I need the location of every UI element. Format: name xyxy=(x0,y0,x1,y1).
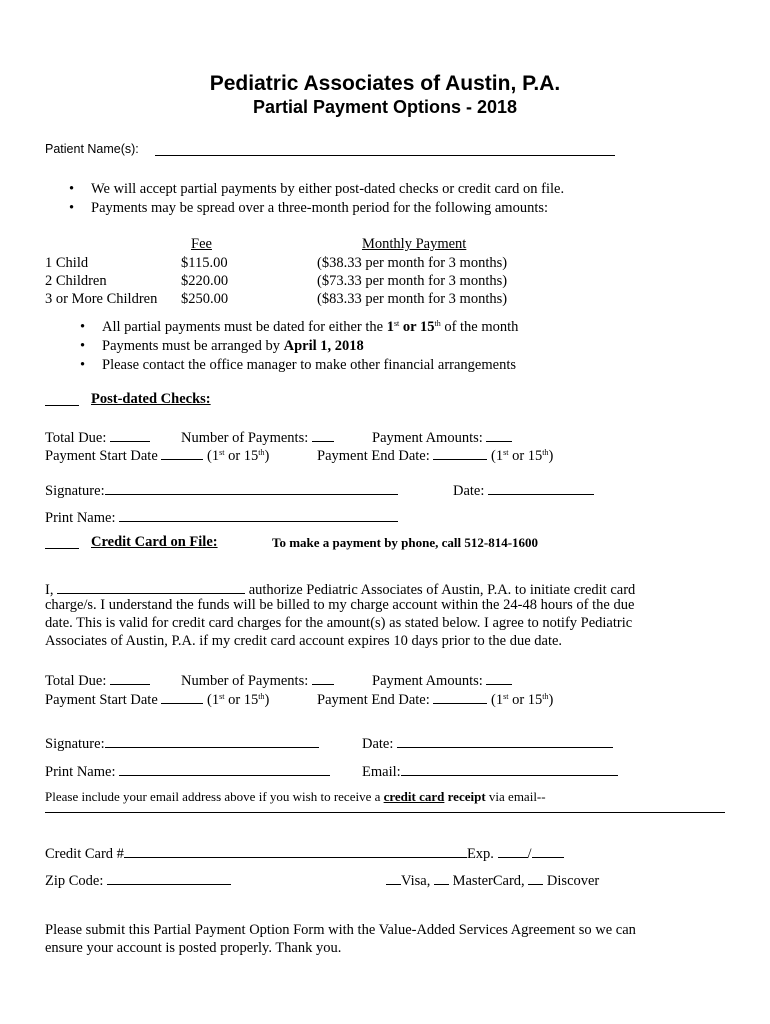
fee-row-label: 3 or More Children xyxy=(45,291,158,307)
page-subtitle: Partial Payment Options - 2018 xyxy=(252,97,518,117)
checks-payment-amounts-field[interactable] xyxy=(486,427,512,442)
authorizer-name-field[interactable] xyxy=(57,579,245,594)
monthly-header: Monthly Payment xyxy=(362,236,467,252)
fee-row-fee: $250.00 xyxy=(181,291,229,307)
card-payment-amounts-field[interactable] xyxy=(486,670,512,685)
checks-start-date-field[interactable] xyxy=(161,445,203,460)
card-print-name: Print Name: xyxy=(45,761,330,781)
mastercard-checkbox[interactable] xyxy=(434,870,449,885)
checks-total-due: Total Due: xyxy=(45,427,150,447)
exp-month-field[interactable] xyxy=(498,843,528,858)
post-dated-checks-checkbox-line[interactable] xyxy=(45,405,79,406)
fee-row-label: 2 Children xyxy=(45,273,107,289)
zip-code-field[interactable] xyxy=(107,870,231,885)
email-receipt-note: Please include your email address above if you wish to receive a credit card receipt via email-- xyxy=(45,789,546,804)
page-title: Pediatric Associates of Austin, P.A. xyxy=(209,72,561,95)
fee-row-fee: $220.00 xyxy=(181,273,229,289)
card-date: Date: xyxy=(362,733,613,753)
fee-row-monthly: ($38.33 per month for 3 months) xyxy=(317,255,508,271)
card-num-payments: Number of Payments: xyxy=(181,670,334,690)
footer-line-1: Please submit this Partial Payment Option Form with the Value-Added Services Agreement so we can xyxy=(45,922,636,938)
card-end-date: Payment End Date: (1st or 15th) xyxy=(317,689,553,709)
card-total-due-field[interactable] xyxy=(110,670,150,685)
visa-checkbox[interactable] xyxy=(386,870,401,885)
fee-row-monthly: ($73.33 per month for 3 months) xyxy=(317,273,508,289)
card-end-date-field[interactable] xyxy=(433,689,487,704)
checks-signature: Signature: xyxy=(45,480,398,500)
card-date-field[interactable] xyxy=(397,733,613,748)
bullet-accept-payments: • We will accept partial payments by either post-dated checks or credit card on file. xyxy=(91,181,564,198)
card-start-date-field[interactable] xyxy=(161,689,203,704)
checks-date: Date: xyxy=(453,480,594,500)
phone-payment-note: To make a payment by phone, call 512-814-1600 xyxy=(272,535,539,550)
bullet-payment-dates: • All partial payments must be dated for either the 1st or 15th of the month xyxy=(102,319,518,336)
checks-print-name: Print Name: xyxy=(45,507,398,527)
checks-print-name-field[interactable] xyxy=(119,507,398,522)
authorization-line-1: I, authorize Pediatric Associates of Austin, P.A. to initiate credit card xyxy=(45,579,635,599)
footer-line-2: ensure your account is posted properly. Thank you. xyxy=(45,940,342,956)
card-signature: Signature: xyxy=(45,733,319,753)
zip-code: Zip Code: xyxy=(45,870,231,890)
credit-card-number: Credit Card # Exp. / xyxy=(45,843,564,863)
checks-num-payments: Number of Payments: xyxy=(181,427,334,447)
card-email-field[interactable] xyxy=(401,761,618,776)
credit-card-number-field[interactable] xyxy=(124,843,467,858)
card-type-options: Visa, MasterCard, Discover xyxy=(386,870,599,890)
checks-payment-amounts: Payment Amounts: xyxy=(372,427,512,447)
exp-year-field[interactable] xyxy=(532,843,564,858)
bullet-three-month: • Payments may be spread over a three-month period for the following amounts: xyxy=(91,200,548,217)
checks-total-due-field[interactable] xyxy=(110,427,150,442)
fee-row-label: 1 Child xyxy=(45,255,89,271)
checks-date-field[interactable] xyxy=(488,480,594,495)
checks-end-date-field[interactable] xyxy=(433,445,487,460)
card-signature-field[interactable] xyxy=(105,733,319,748)
discover-checkbox[interactable] xyxy=(528,870,543,885)
credit-card-checkbox-line[interactable] xyxy=(45,548,79,549)
fee-header: Fee xyxy=(191,236,212,252)
authorization-line-2: charge/s. I understand the funds will be billed to my charge account within the 24-48 hours of the due xyxy=(45,597,635,613)
card-print-name-field[interactable] xyxy=(119,761,330,776)
card-email: Email: xyxy=(362,761,618,781)
patient-name-field[interactable] xyxy=(155,155,615,156)
patient-name-label: Patient Name(s): xyxy=(45,142,139,156)
card-start-date: Payment Start Date (1st or 15th) xyxy=(45,689,269,709)
checks-end-date: Payment End Date: (1st or 15th) xyxy=(317,445,553,465)
card-total-due: Total Due: xyxy=(45,670,150,690)
post-dated-checks-heading: Post-dated Checks: xyxy=(91,391,211,407)
fee-row-monthly: ($83.33 per month for 3 months) xyxy=(317,291,508,307)
checks-start-date: Payment Start Date (1st or 15th) xyxy=(45,445,269,465)
checks-signature-field[interactable] xyxy=(105,480,398,495)
bullet-arrange-by: • Payments must be arranged by April 1, 2018 xyxy=(102,338,364,355)
card-payment-amounts: Payment Amounts: xyxy=(372,670,512,690)
credit-card-heading: Credit Card on File: xyxy=(91,534,218,550)
section-divider xyxy=(45,812,725,813)
authorization-line-4: Associates of Austin, P.A. if my credit card account expires 10 days prior to the due date. xyxy=(45,633,563,649)
authorization-line-3: date. This is valid for credit card charges for the amount(s) as stated below. I agree to notify Pediatric xyxy=(45,615,633,631)
checks-num-payments-field[interactable] xyxy=(312,427,334,442)
fee-row-fee: $115.00 xyxy=(181,255,228,271)
card-num-payments-field[interactable] xyxy=(312,670,334,685)
bullet-contact-manager: • Please contact the office manager to make other financial arrangements xyxy=(102,357,516,374)
